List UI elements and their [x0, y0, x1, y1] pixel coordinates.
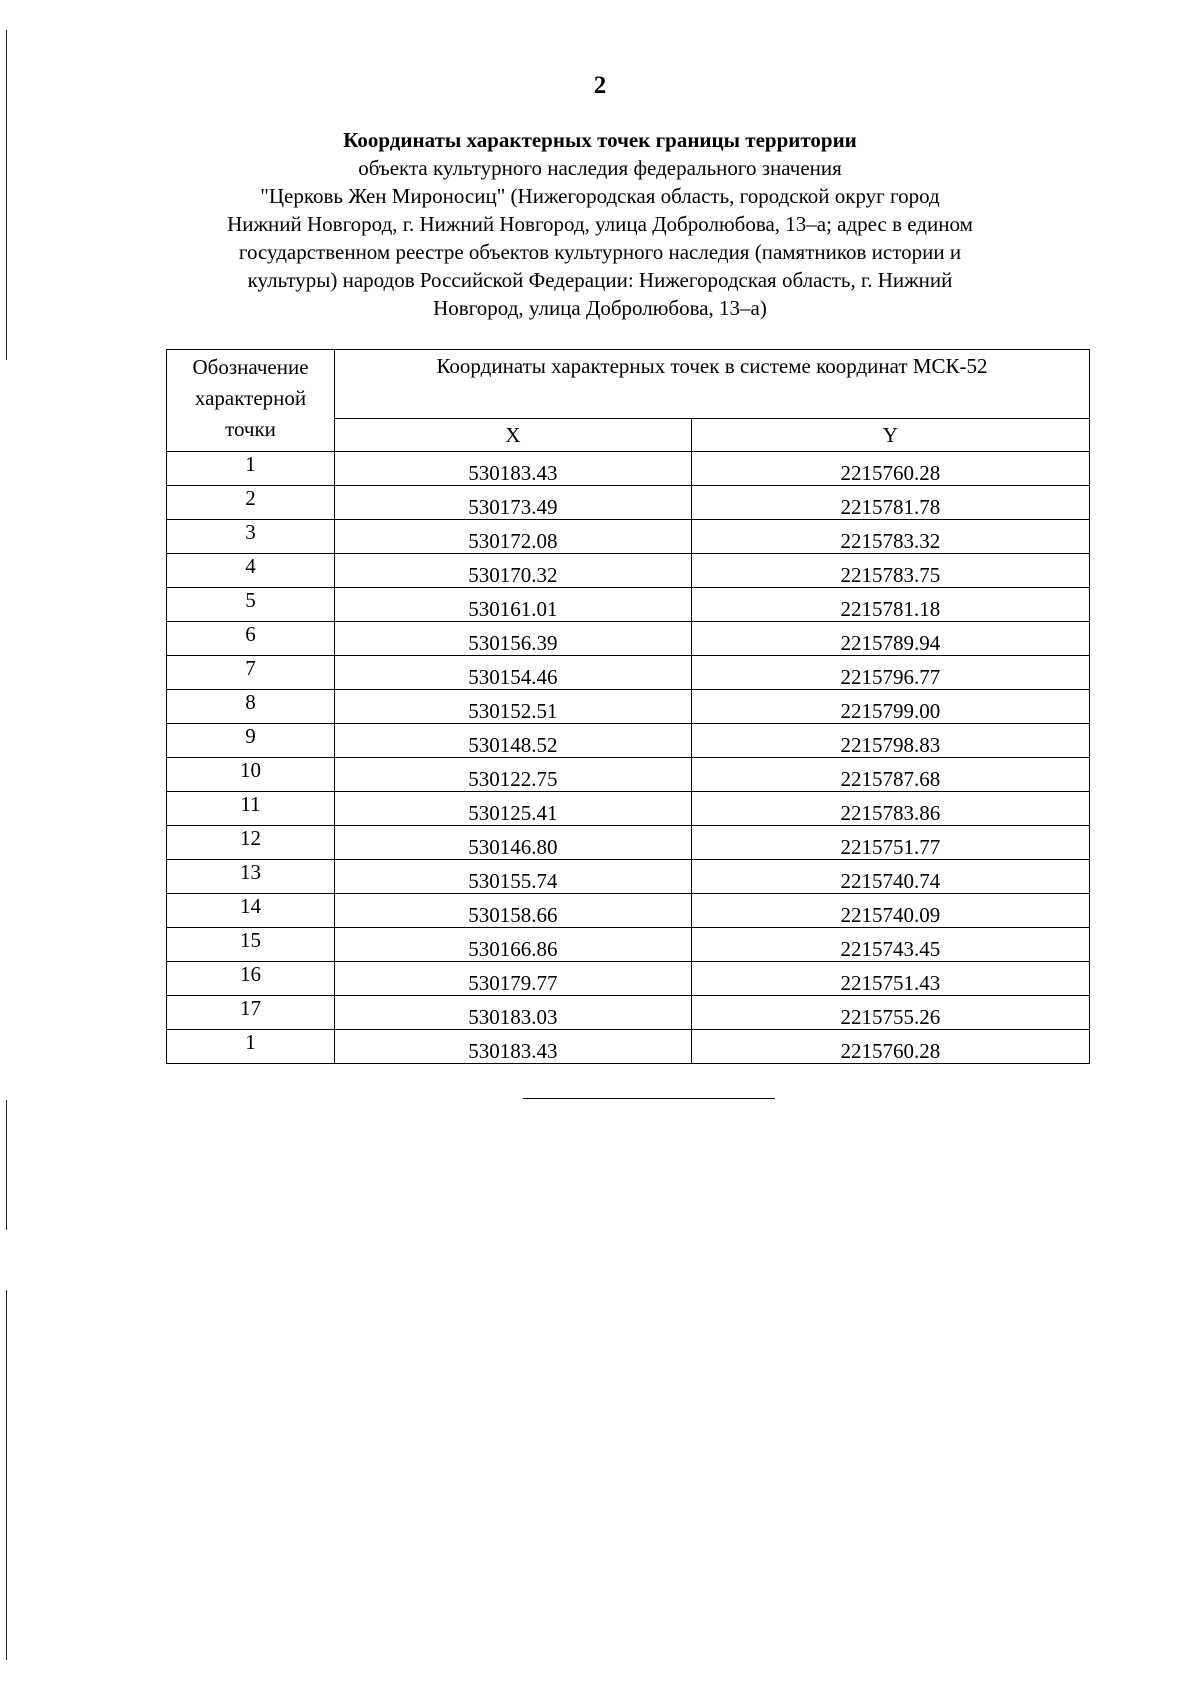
cell-x: 530172.08: [335, 520, 692, 554]
table-row: [167, 758, 1090, 792]
header-coordinates: Координаты характерных точек в системе координат МСК-52: [335, 350, 1090, 419]
cell-y: 2215751.43: [691, 962, 1089, 996]
cell-y: 2215781.78: [691, 486, 1089, 520]
cell-point: 4: [167, 554, 335, 588]
header-point-designation: Обозначение характерной точки: [167, 350, 335, 452]
cell-y: 2215760.28: [691, 452, 1089, 486]
cell-x: 530179.77: [335, 962, 692, 996]
cell-point: 12: [167, 826, 335, 860]
page-number: 2: [593, 72, 607, 99]
cell-y: 2215798.83: [691, 724, 1089, 758]
title-bold-line: Координаты характерных точек границы территории: [343, 128, 857, 152]
cell-x: 530148.52: [335, 724, 692, 758]
cell-point: 3: [167, 520, 335, 554]
cell-point: 9: [167, 724, 335, 758]
table-row: [167, 860, 1090, 894]
table-row: [167, 894, 1090, 928]
table-row: [167, 622, 1090, 656]
title-line: культуры) народов Российской Федерации: Нижегородская область, г. Нижний: [247, 268, 953, 292]
table-row: [167, 792, 1090, 826]
cell-y: 2215740.74: [691, 860, 1089, 894]
cell-y: 2215783.32: [691, 520, 1089, 554]
cell-y: 2215787.68: [691, 758, 1089, 792]
table-row: [167, 588, 1090, 622]
document-title: [160, 126, 1040, 322]
cell-y: 2215783.86: [691, 792, 1089, 826]
title-line: объекта культурного наследия федерального значения: [358, 156, 842, 180]
cell-point: 17: [167, 996, 335, 1030]
cell-y: 2215789.94: [691, 622, 1089, 656]
cell-y: 2215783.75: [691, 554, 1089, 588]
table-row: [167, 962, 1090, 996]
title-line: Нижний Новгород, г. Нижний Новгород, улица Добролюбова, 13–а; адрес в едином: [227, 212, 973, 236]
cell-point: 5: [167, 588, 335, 622]
header-y: Y: [691, 419, 1089, 452]
table-row: [167, 554, 1090, 588]
table-row: [167, 1030, 1090, 1064]
cell-y: 2215755.26: [691, 996, 1089, 1030]
cell-point: 1: [167, 452, 335, 486]
cell-x: 530146.80: [335, 826, 692, 860]
table-row: [167, 826, 1090, 860]
margin-scan-line: [6, 1100, 7, 1230]
cell-y: 2215743.45: [691, 928, 1089, 962]
cell-x: 530156.39: [335, 622, 692, 656]
cell-x: 530161.01: [335, 588, 692, 622]
header-x: X: [335, 419, 692, 452]
cell-x: 530158.66: [335, 894, 692, 928]
margin-scan-line: [6, 1290, 7, 1660]
cell-x: 530183.43: [335, 1030, 692, 1064]
title-line: "Церковь Жен Мироносиц" (Нижегородская область, городской округ город: [260, 184, 940, 208]
cell-point: 14: [167, 894, 335, 928]
cell-x: 530173.49: [335, 486, 692, 520]
cell-x: 530170.32: [335, 554, 692, 588]
cell-y: 2215740.09: [691, 894, 1089, 928]
cell-x: 530125.41: [335, 792, 692, 826]
cell-x: 530183.43: [335, 452, 692, 486]
cell-x: 530122.75: [335, 758, 692, 792]
cell-point: 6: [167, 622, 335, 656]
cell-x: 530166.86: [335, 928, 692, 962]
cell-x: 530155.74: [335, 860, 692, 894]
cell-point: 1: [167, 1030, 335, 1064]
cell-point: 11: [167, 792, 335, 826]
cell-y: 2215796.77: [691, 656, 1089, 690]
cell-y: 2215751.77: [691, 826, 1089, 860]
cell-x: 530183.03: [335, 996, 692, 1030]
coordinates-table: [166, 349, 1090, 1064]
cell-x: 530154.46: [335, 656, 692, 690]
cell-y: 2215799.00: [691, 690, 1089, 724]
table-row: [167, 724, 1090, 758]
cell-point: 16: [167, 962, 335, 996]
table-row: [167, 928, 1090, 962]
table-row: [167, 452, 1090, 486]
title-line: Новгород, улица Добролюбова, 13–а): [433, 296, 767, 320]
cell-y: 2215760.28: [691, 1030, 1089, 1064]
title-line: государственном реестре объектов культурного наследия (памятников истории и: [238, 240, 962, 264]
cell-x: 530152.51: [335, 690, 692, 724]
table-body: [167, 452, 1090, 1064]
cell-point: 7: [167, 656, 335, 690]
cell-point: 2: [167, 486, 335, 520]
cell-point: 15: [167, 928, 335, 962]
cell-point: 13: [167, 860, 335, 894]
table-row: [167, 486, 1090, 520]
cell-point: 8: [167, 690, 335, 724]
closing-rule: [523, 1098, 775, 1099]
table-row: [167, 690, 1090, 724]
table-row: [167, 996, 1090, 1030]
table-row: [167, 656, 1090, 690]
cell-point: 10: [167, 758, 335, 792]
cell-y: 2215781.18: [691, 588, 1089, 622]
table-row: [167, 520, 1090, 554]
